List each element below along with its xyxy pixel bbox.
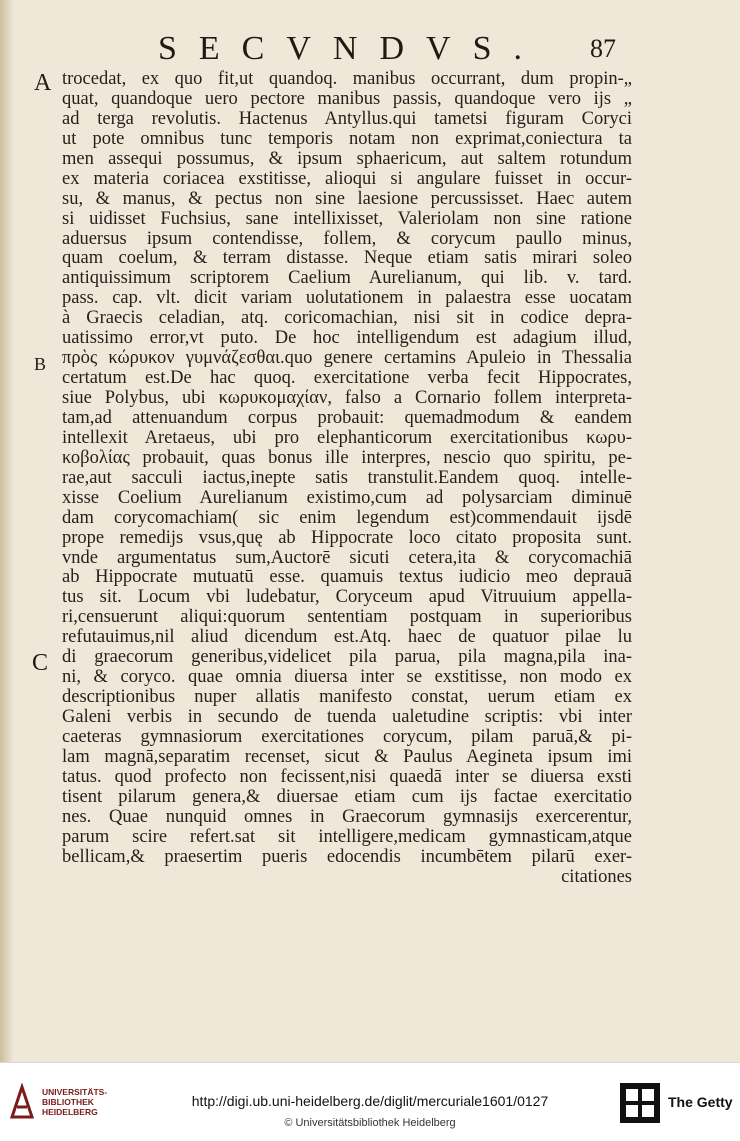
text-line: antiquissimum scriptorem Caelium Aurelianum, qui lib. v. tard. (62, 268, 632, 289)
text-line: rae,aut sacculi iactus,inepte satis transtulit.Eandem quoq. intelle- (62, 467, 632, 488)
text-line: ni, & coryco. quae omnia diuersa inter se exstitisse, non modo ex (62, 667, 632, 688)
running-head-title: SECVNDVS. (158, 30, 544, 67)
text-line: uatissimo error,vt puto. De hoc intelligendum est adagium illud, (62, 328, 632, 349)
marginal-letter-b: B (34, 354, 47, 374)
library-logo-line: HEIDELBERG (42, 1107, 98, 1117)
text-line: tatus. quod profecto non fecissent,nisi quaedā inter se diuersa exsti (62, 766, 632, 787)
text-line: dam corycomachiam( sic enim legendum est)commendauit ijsdē (62, 507, 632, 528)
running-head (0, 30, 740, 70)
text-line: nes. Quae nunquid omnes in Graecorum gymnasijs exercerentur, (62, 806, 632, 827)
text-line: à Graecis celadian, atq. coricomachian, nisi sit in codice depra- (62, 308, 632, 329)
text-line: refutauimus,nil aliud dicendum est.Atq. haec de quatuor pilae lu (62, 627, 632, 648)
text-line: siue Polybus, ubi κωρυκομαχίαν, falso a Cornario follem interpreta- (62, 388, 632, 408)
text-line: ri,censuerunt aliqui:quorum sententiam postquam in superioribus (62, 607, 632, 628)
getty-label[interactable]: The Getty (668, 1094, 733, 1110)
text-line: ex materia coriacea exstitisse, alioqui si angulare fuisset in occur- (62, 168, 632, 189)
text-line: parum scire refert.sat sit intelligere,medicam gymnasticam,atque (62, 826, 632, 847)
text-line: pass. cap. vlt. dicit variam uolutationem in palaestra esse uocatam (62, 288, 632, 309)
text-line: xisse Coelium Aurelianum existimo,cum ad polysarciam diminuē (62, 487, 632, 508)
page-number: 87 (590, 34, 616, 63)
library-logo-line: BIBLIOTHEK (42, 1097, 94, 1107)
text-line: trocedat, ex quo fit,ut quandoq. manibus occurrant, dum propin-„ (62, 69, 632, 89)
text-line: caeteras gymnasiorum exercitationes corycum, pilam paruā,& pi- (62, 726, 632, 747)
page-gutter-shadow (0, 0, 14, 1062)
text-line: πρὸς κώρυκον γυμνάζεσθαι.quo genere certamins Apuleio in Thessalia (62, 348, 632, 369)
text-line: Galeni verbis in secundo de tuenda ualetudine scriptis: vbi inter (62, 707, 632, 727)
footer-bar (0, 1062, 740, 1141)
text-line: quat, quandoque uero pectore manibus passis, quandoque vero ijs „ (62, 88, 632, 109)
text-line: lam magnā,separatim recenset, sicut & Paulus Aegineta ipsum imi (62, 746, 632, 767)
marginal-letter-a: A (34, 70, 52, 96)
text-line: ut pote omnibus tunc temporis notam non exprimat,coniectura ta (62, 128, 632, 149)
text-line: κοβολίας probauit, quas bonus ille interpres, nescio quo spiritu, pe- (62, 447, 632, 468)
text-line: ad terga revolutis. Hactenus Antyllus.qui tametsi figuram Coryci (62, 108, 632, 129)
text-line: aduersus ipsum contendisse, follem, & corycum paullo minus, (62, 228, 632, 249)
marginal-letter-c: C (32, 650, 49, 676)
text-line: citationes (561, 866, 632, 887)
text-line: vnde argumentatus sum,Auctorē sicuti cetera,ita & corycomachiā (62, 547, 632, 568)
text-line: tisent pilarum genera,& diuersae etiam cum ijs factae exercitatio (62, 786, 632, 807)
text-line: di graecorum generibus,videlicet pila parua, pila magna,pila ina- (62, 647, 632, 668)
body-text (62, 70, 632, 887)
text-line: si uidisset Fuchsius, sane intellixisset, Valeriolam non sine ratione (62, 208, 632, 229)
text-line: ab Hippocrate mutuatū esse. quamuis textus iudicio meo deprauā (62, 567, 632, 588)
text-line: tus sit. Locum vbi ludebatur, Coryceum apud Vitruuium appella- (62, 587, 632, 608)
text-line: prope remedijs vsus,quę ab Hippocrate loco citato proposita sunt. (62, 527, 632, 548)
text-line: tam,ad attenuandum corpus probauit: quemadmodum & eandem (62, 407, 632, 428)
library-logo-line: UNIVERSITÄTS- (42, 1087, 108, 1097)
text-line: bellicam,& praesertim pueris edocendis incumbētem pilarū exer- (62, 846, 632, 867)
text-line: men assequi possumus, & ipsum sphaericum, aut saltem rotundum (62, 148, 632, 169)
text-line: certatum est.De hac quoq. exercitatione verba fecit Hippocrates, (62, 368, 632, 389)
text-line: quam coelum, & terram distasse. Neque etiam satis mirari soleo (62, 248, 632, 269)
source-url-link[interactable]: http://digi.ub.uni-heidelberg.de/diglit/mercuriale1601/0127 (191, 1093, 549, 1109)
text-line: intellexit Aretaeus, ubi pro elephanticorum exercitationibus κωρυ- (62, 427, 632, 448)
getty-logo-icon (620, 1083, 660, 1123)
copyright-text: © Universitätsbibliothek Heidelberg (284, 1117, 456, 1129)
text-line: descriptionibus nuper allatis manifesto constat, uerum etiam ex (62, 687, 632, 708)
text-line: su, & manus, & pectus non sine laesione percussisset. Haec autem (62, 188, 632, 209)
